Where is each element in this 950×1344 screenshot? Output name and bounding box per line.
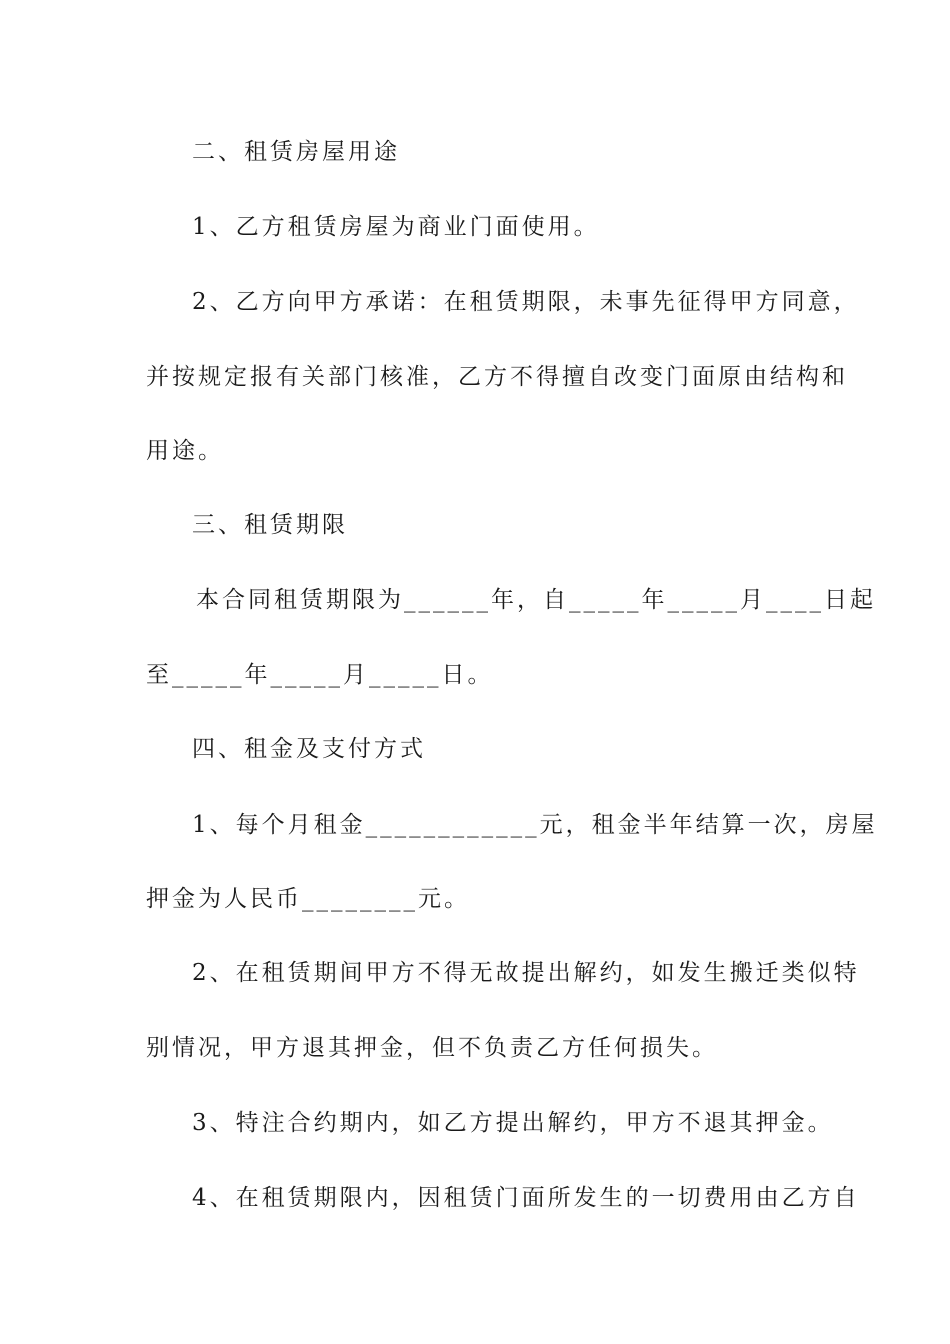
paragraph-line: 押金为人民币________元。 (146, 886, 470, 912)
paragraph-line: 4、在租赁期限内，因租赁门面所发生的一切费用由乙方自 (192, 1185, 860, 1211)
section-heading-rent: 四、租金及支付方式 (192, 736, 426, 762)
section-heading-term: 三、租赁期限 (192, 512, 348, 538)
paragraph-line: 2、在租赁期间甲方不得无故提出解约，如发生搬迁类似特 (192, 960, 860, 986)
paragraph-line: 别情况，甲方退其押金，但不负责乙方任何损失。 (146, 1035, 718, 1061)
paragraph-line: 1、乙方租赁房屋为商业门面使用。 (192, 214, 600, 240)
paragraph-line: 至_____年_____月_____日。 (146, 662, 494, 688)
paragraph-line: 2、乙方向甲方承诺：在租赁期限，未事先征得甲方同意， (192, 289, 860, 315)
paragraph-line: 3、特注合约期内，如乙方提出解约，甲方不退其押金。 (192, 1110, 834, 1136)
paragraph-line: 用途。 (146, 438, 224, 464)
paragraph-line: 本合同租赁期限为______年，自_____年_____月____日起 (196, 587, 876, 613)
paragraph-line: 1、每个月租金____________元，租金半年结算一次，房屋 (192, 812, 878, 838)
section-heading-usage: 二、租赁房屋用途 (192, 139, 400, 165)
paragraph-line: 并按规定报有关部门核准，乙方不得擅自改变门面原由结构和 (146, 364, 848, 390)
